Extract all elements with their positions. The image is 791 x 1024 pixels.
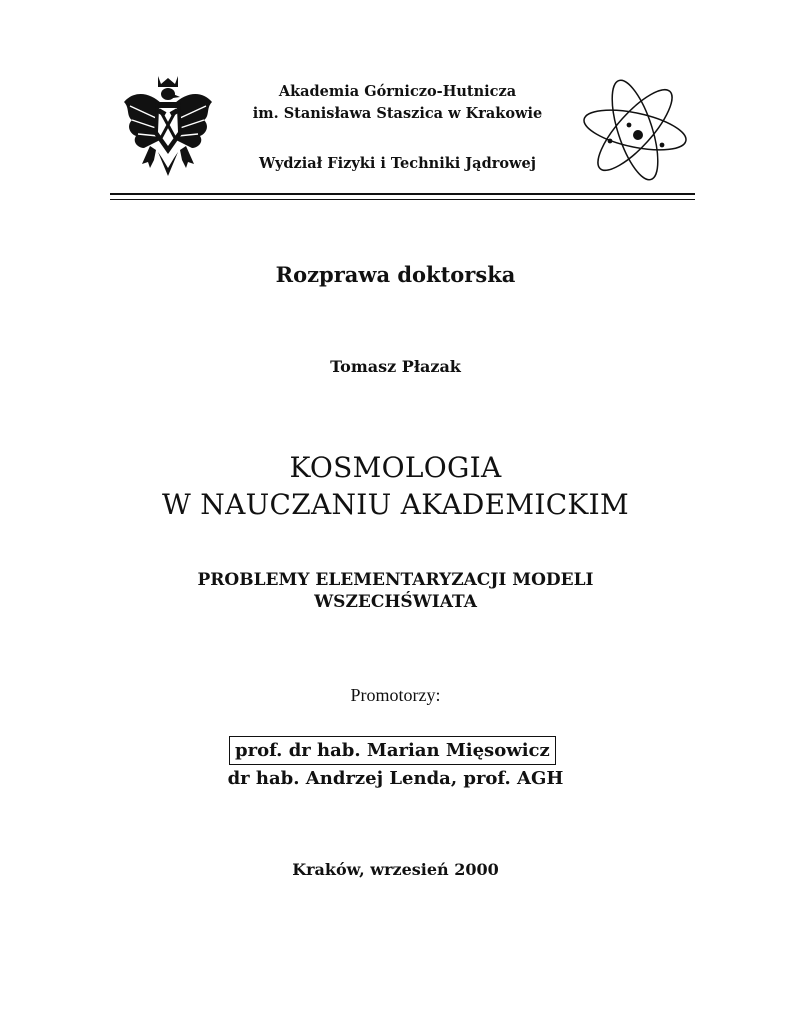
thesis-title-line2: W NAUCZANIU AKADEMICKIM [162, 488, 629, 521]
faculty-name: Wydział Fizyki i Techniki Jądrowej [259, 155, 536, 172]
secondary-supervisor: dr hab. Andrzej Lenda, prof. AGH [227, 768, 564, 789]
primary-supervisor: prof. dr hab. Marian Mięsowicz [229, 736, 556, 765]
header-rule-thin [110, 199, 695, 200]
author-name: Tomasz Płazak [330, 357, 461, 376]
header-rule-thick [110, 193, 695, 195]
header [110, 60, 695, 190]
thesis-subtitle-line2: WSZECHŚWIATA [314, 592, 477, 612]
institution-name-line2: im. Stanisława Staszica w Krakowie [252, 105, 543, 122]
thesis-subtitle-line1: PROBLEMY ELEMENTARYZACJI MODELI [197, 570, 594, 590]
atom-orbits-icon [580, 75, 690, 185]
document-type: Rozprawa doktorska [275, 262, 516, 287]
supervisors-label: Promotorzy: [350, 685, 441, 705]
place-and-date: Kraków, wrzesień 2000 [292, 860, 499, 879]
crowned-eagle-emblem-icon [120, 72, 216, 180]
thesis-title-line1: KOSMOLOGIA [289, 451, 502, 484]
institution-name-line1: Akademia Górniczo-Hutnicza [278, 83, 517, 100]
